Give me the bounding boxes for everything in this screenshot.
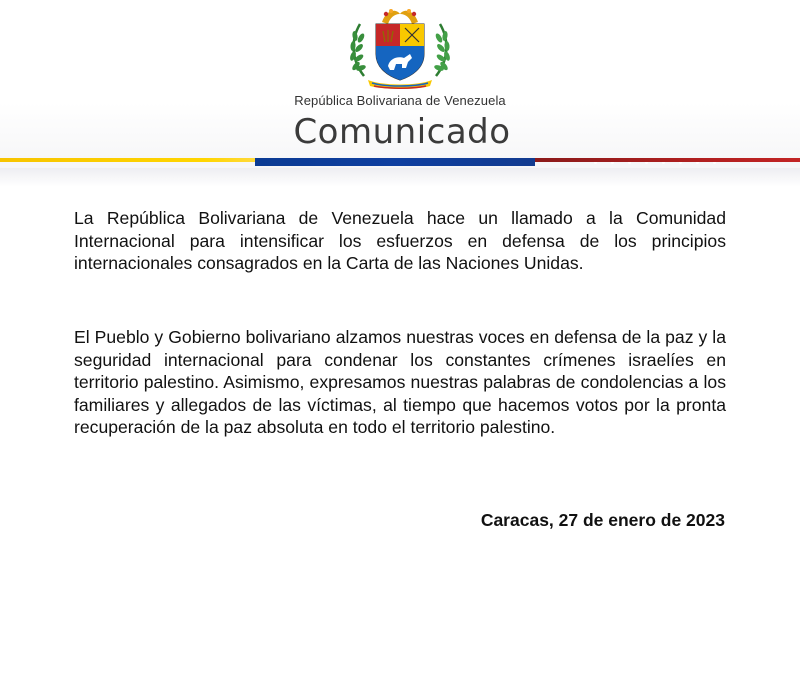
paragraph-2: El Pueblo y Gobierno bolivariano alzamos nuestras voces en defensa de la paz y la seguridad internacional para condenar los constantes crímenes israelíes en territorio palestino. Asimismo, expresamos nuestras palabras de condolencias a los familiares y allegados de las víctimas, al tiempo que hacemos votos por la pronta recuperación de la paz absoluta en todo el territorio palestino.	[74, 327, 726, 437]
country-name: República Bolivariana de Venezuela	[294, 93, 506, 108]
yellow-stripe	[0, 158, 255, 162]
letterhead	[0, 0, 800, 187]
place-and-date: Caracas, 27 de enero de 2023	[480, 510, 725, 530]
flag-color-band	[0, 158, 800, 168]
red-stripe	[535, 158, 800, 162]
header-shadow	[0, 168, 800, 187]
page-title: Comunicado	[293, 112, 511, 152]
blue-stripe	[255, 158, 535, 166]
coat-of-arms-icon	[342, 6, 458, 90]
paragraph-1: La República Bolivariana de Venezuela hace un llamado a la Comunidad Internacional para intensificar los esfuerzos en defensa de los principios internacionales consagrados en la Carta de las Naciones Unidas.	[74, 208, 726, 273]
